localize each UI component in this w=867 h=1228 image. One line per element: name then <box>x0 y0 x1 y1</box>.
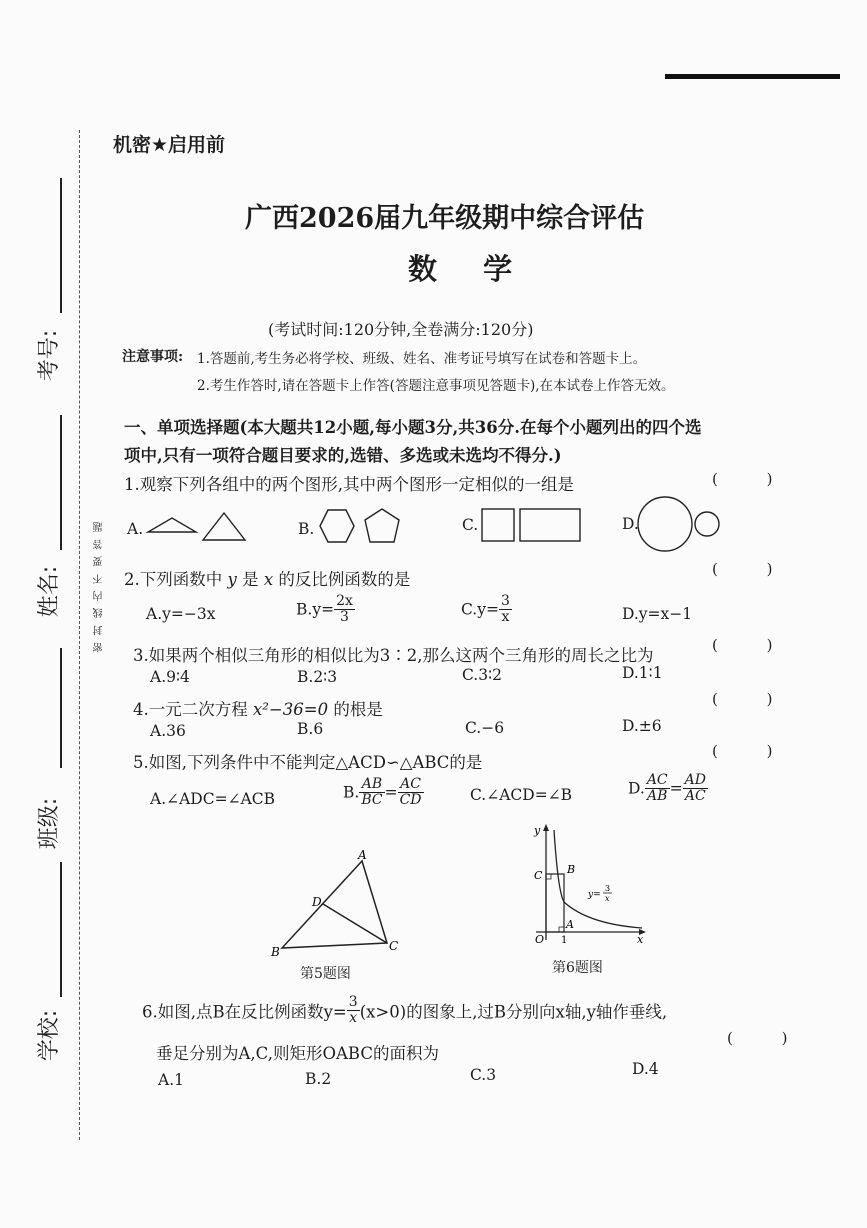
q5-d-fraction-2 <box>683 773 708 804</box>
q5-d-pre: D. <box>628 779 645 798</box>
class-line <box>60 648 62 768</box>
q1-b-figure <box>312 506 407 546</box>
fig6-label-c: C <box>534 869 543 882</box>
fig6-func-num: 3 <box>605 884 611 893</box>
school-label: 学校: <box>37 1009 63 1062</box>
fig6-y-arrow <box>543 824 549 831</box>
q6-answer-paren: ( ) <box>727 1029 810 1047</box>
q3-option-a: A.9∶4 <box>150 668 190 686</box>
q4-equation: x²−36=0 <box>253 700 329 719</box>
fig6-label-1: 1 <box>561 935 568 946</box>
q1-c-square <box>482 509 514 541</box>
q1-d-big-circle <box>638 497 692 551</box>
fig6-label-x: x <box>637 933 644 946</box>
q5-b-d2: CD <box>399 792 422 808</box>
left-margin-line <box>79 130 81 1140</box>
q4-option-c: C.−6 <box>465 719 505 737</box>
q1-a-flat-triangle <box>148 518 196 532</box>
q3-option-c: C.3∶2 <box>462 666 502 684</box>
q2-stem-mid: 是 <box>242 570 259 589</box>
q2-answer-paren: ( ) <box>712 560 795 578</box>
q6-num: 3 <box>348 994 358 1010</box>
figure-6 <box>528 822 648 950</box>
q1-option-a: A. <box>127 520 144 538</box>
q1-d-small-circle <box>695 512 719 536</box>
q2-stem <box>124 566 410 590</box>
fig6-right-angle-a <box>559 927 564 932</box>
notes-label: 注意事项: <box>122 349 184 365</box>
q5-d-fraction-1 <box>645 773 670 804</box>
q1-option-c: C. <box>462 516 479 534</box>
q1-c-figure <box>480 507 585 545</box>
q2-var-y: y <box>227 570 237 589</box>
q2-c-num: 3 <box>500 593 510 609</box>
q1-answer-paren: ( ) <box>712 470 795 488</box>
q4-answer-paren: ( ) <box>712 690 795 708</box>
q5-b-fraction-1 <box>359 777 384 808</box>
school-line <box>60 862 62 997</box>
q1-c-rectangle <box>520 509 580 541</box>
q4-option-d: D.±6 <box>622 717 662 735</box>
q5-d-d2: AC <box>684 788 706 804</box>
q2-c-den: x <box>501 609 510 625</box>
q1-stem: 1.观察下列各组中的两个图形,其中两个图形一定相似的一组是 <box>124 475 574 494</box>
fig6-label-y: y <box>534 824 541 837</box>
q1-option-d: D. <box>622 515 639 533</box>
q3-stem: 3.如果两个相似三角形的相似比为3∶2,那么这两个三角形的周长之比为 <box>133 646 654 665</box>
exam-no-label: 考号: <box>37 329 63 382</box>
q2-b-pre: B.y= <box>296 600 335 619</box>
q5-option-d <box>628 773 708 804</box>
top-bar <box>665 74 840 79</box>
q5-option-c: C.∠ACD=∠B <box>470 786 573 804</box>
notes-item-1: 1.答题前,考生务必将学校、班级、姓名、准考证号填写在试卷和答题卡上。 <box>197 351 647 367</box>
q2-option-a: A.y=−3x <box>146 605 216 623</box>
q4-option-a: A.36 <box>150 722 186 740</box>
fig6-rectangle-oabc <box>546 874 564 932</box>
q5-d-n2: AD <box>684 772 706 788</box>
exam-no-line <box>60 178 62 313</box>
name-line <box>60 415 62 550</box>
q2-c-pre: C.y= <box>461 600 499 619</box>
q5-b-fraction-2 <box>398 777 424 808</box>
fig5-triangle-abc <box>282 861 387 948</box>
q4-stem <box>133 696 383 720</box>
q6-option-d: D.4 <box>632 1060 659 1078</box>
fig6-label-o: O <box>535 933 545 946</box>
q6-option-c: C.3 <box>470 1066 497 1084</box>
exam-info: (考试时间:120分钟,全卷满分:120分) <box>268 320 534 339</box>
q5-b-eq: = <box>384 783 398 802</box>
figure-6-caption: 第6题图 <box>552 960 603 976</box>
fig6-func-den: x <box>605 894 610 903</box>
q5-b-n2: AC <box>398 777 424 793</box>
q5-stem: 5.如图,下列条件中不能判定△ACD∽△ABC的是 <box>133 753 483 772</box>
subject-title: 数 学 <box>408 252 531 286</box>
q3-answer-paren: ( ) <box>712 636 795 654</box>
q6-option-b: B.2 <box>305 1070 332 1088</box>
confidential-label: 机密★启用前 <box>113 134 226 156</box>
q4-stem-post: 的根是 <box>333 700 383 719</box>
fig6-curve <box>554 830 642 928</box>
q1-d-figure <box>637 496 722 556</box>
q6-option-a: A.1 <box>158 1071 184 1089</box>
q1-b-pentagon <box>365 509 399 542</box>
q2-c-fraction <box>499 594 512 625</box>
figure-5 <box>265 848 405 963</box>
fig5-label-c: C <box>389 939 399 953</box>
notes-item-2: 2.考生作答时,请在答题卡上作答(答题注意事项见答题卡),在本试卷上作答无效。 <box>197 378 675 394</box>
q1-b-hexagon <box>320 510 354 542</box>
exam-title: 广西2026届九年级期中综合评估 <box>245 203 645 234</box>
q5-b-d1: BC <box>361 792 383 808</box>
section-heading-line1: 一、单项选择题(本大题共12小题,每小题3分,共36分.在每个小题列出的四个选 <box>124 418 702 437</box>
q5-answer-paren: ( ) <box>712 742 795 760</box>
q5-d-n1: AC <box>646 772 668 788</box>
q6-stem-line2: 垂足分别为A,C,则矩形OABC的面积为 <box>156 1044 439 1063</box>
q6-stem-line1 <box>142 995 667 1026</box>
q5-d-d1: AB <box>647 788 668 804</box>
q6-fraction <box>347 995 360 1026</box>
name-label: 姓名: <box>37 565 63 618</box>
q2-option-c <box>461 594 512 625</box>
q2-var-x: x <box>263 570 274 589</box>
fig6-right-angle-c <box>546 874 551 879</box>
q5-b-n1: AB <box>359 777 384 793</box>
fig6-label-b: B <box>567 863 576 876</box>
q1-option-b: B. <box>298 520 315 538</box>
q4-option-b: B.6 <box>297 720 324 738</box>
q2-b-num: 2x <box>336 593 353 609</box>
fig6-label-a: A <box>566 918 574 931</box>
q2-option-b <box>296 594 355 625</box>
q3-option-d: D.1∶1 <box>622 664 663 682</box>
q5-d-eq: = <box>669 779 683 798</box>
q6-stem1-post: (x>0)的图象上,过B分别向x轴,y轴作垂线, <box>359 1002 668 1022</box>
q1-a-equilateral-triangle <box>203 513 245 540</box>
figure-5-caption: 第5题图 <box>300 966 351 982</box>
seal-line-text: 密 封 线 内 不 要 答 题 <box>94 520 105 653</box>
class-label: 班级: <box>37 797 63 850</box>
fig5-label-a: A <box>358 848 367 862</box>
q3-option-b: B.2∶3 <box>297 668 338 686</box>
q4-stem-pre: 4.一元二次方程 <box>133 700 248 719</box>
fig6-func-pre: y= <box>588 890 601 900</box>
q2-option-d: D.y=x−1 <box>622 605 693 623</box>
q2-b-fraction <box>334 594 355 625</box>
q5-option-b <box>343 777 424 808</box>
fig5-label-d: D <box>312 895 322 909</box>
q5-b-pre: B. <box>343 783 360 802</box>
q6-stem1-pre: 6.如图,点B在反比例函数y= <box>142 1002 347 1022</box>
q2-b-den: 3 <box>340 609 349 625</box>
q2-stem-pre: 2.下列函数中 <box>124 570 223 589</box>
section-heading-line2: 项中,只有一项符合题目要求的,选错、多选或未选均不得分.) <box>124 446 562 465</box>
q2-stem-post: 的反比例函数的是 <box>278 570 411 589</box>
q6-den: x <box>349 1010 358 1026</box>
q5-option-a: A.∠ADC=∠ACB <box>150 790 276 808</box>
q1-a-figure <box>145 510 255 545</box>
fig5-label-b: B <box>271 945 280 959</box>
